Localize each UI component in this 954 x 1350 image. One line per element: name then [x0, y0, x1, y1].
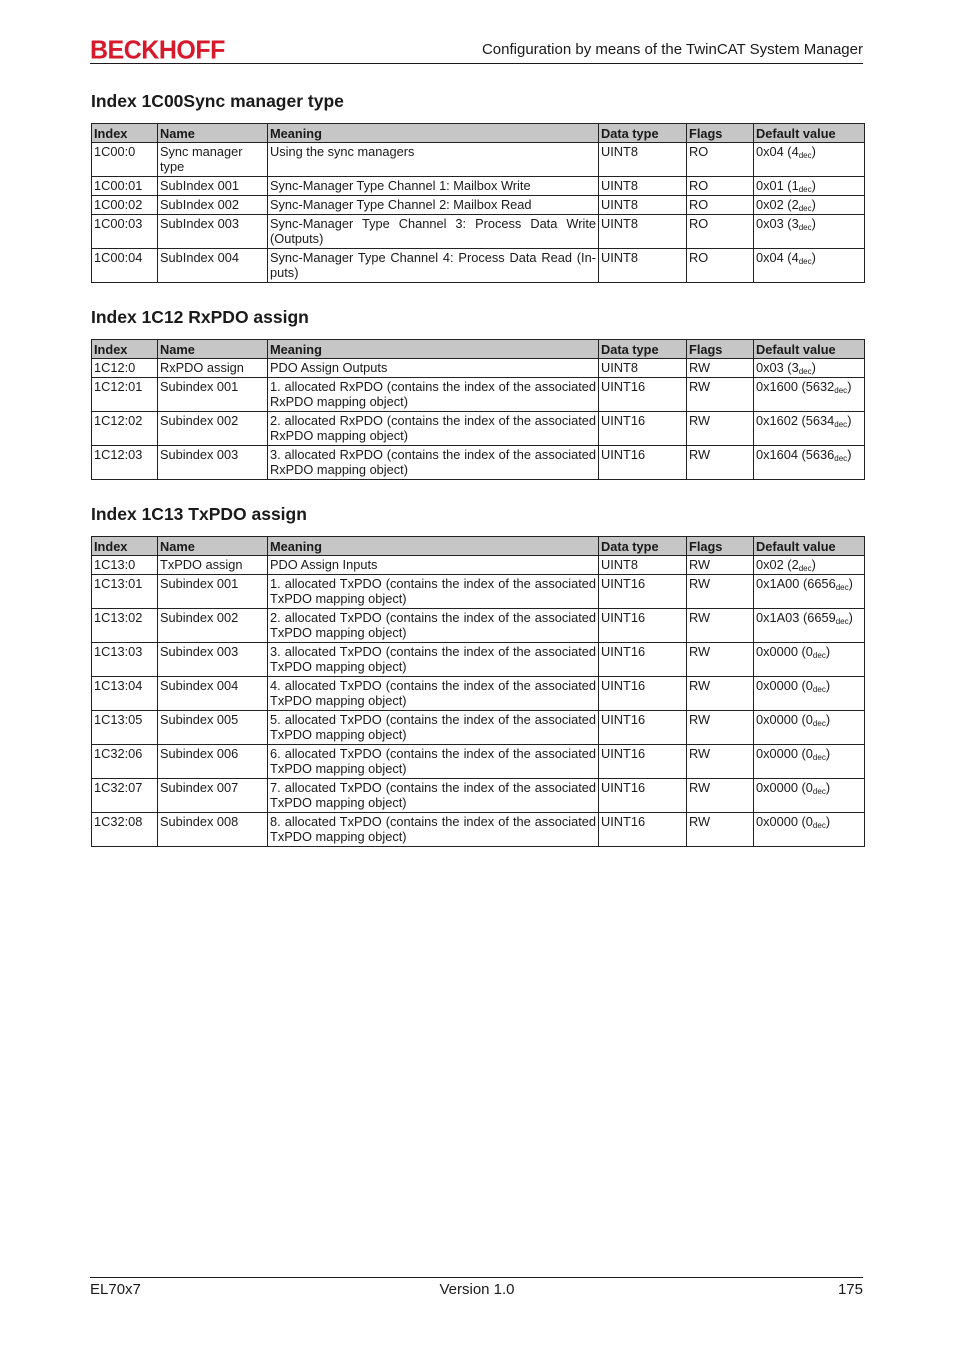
column-header: Flags: [687, 124, 754, 143]
name-cell: Subindex 003: [158, 446, 268, 480]
table-row: [92, 556, 865, 575]
default-value-cell: [754, 215, 865, 249]
default-value: 0x0000 (0: [756, 746, 813, 761]
section-title: Index 1C00Sync manager type: [91, 91, 344, 111]
flags-cell: RO: [687, 215, 754, 249]
column-header: Data type: [599, 340, 687, 359]
closing-paren: ): [811, 144, 816, 159]
meaning-cell: Sync-Manager Type Channel 4: Process Data Read (In-puts): [268, 249, 599, 283]
header-divider: [90, 63, 863, 64]
data-type-cell: UINT8: [599, 196, 687, 215]
decimal-subscript: dec: [835, 617, 849, 626]
closing-paren: ): [811, 557, 816, 572]
name-cell: Subindex 001: [158, 575, 268, 609]
flags-cell: RW: [687, 813, 754, 847]
flags-cell: RW: [687, 643, 754, 677]
name-cell: Subindex 007: [158, 779, 268, 813]
index-cell: 1C32:07: [92, 779, 158, 813]
data-type-cell: UINT8: [599, 177, 687, 196]
default-value: 0x03 (3: [756, 216, 799, 231]
meaning-cell: Using the sync managers: [268, 143, 599, 177]
table-row: [92, 177, 865, 196]
index-cell: 1C00:03: [92, 215, 158, 249]
column-header: Meaning: [268, 537, 599, 556]
index-cell: 1C00:0: [92, 143, 158, 177]
object-table: [91, 123, 865, 283]
footer-page-number: 175: [837, 1281, 863, 1298]
table-header: [92, 124, 865, 143]
name-cell: RxPDO assign: [158, 359, 268, 378]
table-row: [92, 215, 865, 249]
closing-paren: ): [811, 216, 816, 231]
default-value: 0x04 (4: [756, 250, 799, 265]
closing-paren: ): [847, 413, 852, 428]
meaning-cell: Sync-Manager Type Channel 3: Process Data Write (Outputs): [268, 215, 599, 249]
default-value-cell: [754, 556, 865, 575]
data-type-cell: UINT8: [599, 215, 687, 249]
table-row: [92, 378, 865, 412]
name-cell: SubIndex 002: [158, 196, 268, 215]
table-row: [92, 745, 865, 779]
index-cell: 1C12:02: [92, 412, 158, 446]
default-value-cell: [754, 745, 865, 779]
decimal-subscript: dec: [798, 185, 812, 194]
closing-paren: ): [847, 447, 852, 462]
flags-cell: RW: [687, 677, 754, 711]
table-row: [92, 359, 865, 378]
closing-paren: ): [825, 746, 831, 761]
name-cell: SubIndex 004: [158, 249, 268, 283]
decimal-subscript: dec: [798, 151, 812, 160]
decimal-subscript: dec: [812, 787, 826, 796]
name-cell: Subindex 006: [158, 745, 268, 779]
decimal-subscript: dec: [812, 719, 826, 728]
table-header: [92, 537, 865, 556]
table-row: [92, 779, 865, 813]
meaning-cell: 3. allocated TxPDO (contains the index of the associated TxPDO mapping object): [268, 643, 599, 677]
closing-paren: ): [811, 250, 816, 265]
closing-paren: ): [811, 178, 816, 193]
meaning-cell: 3. allocated RxPDO (contains the index of the associated RxPDO mapping object): [268, 446, 599, 480]
column-header: Meaning: [268, 340, 599, 359]
name-cell: SubIndex 001: [158, 177, 268, 196]
flags-cell: RW: [687, 745, 754, 779]
default-value: 0x1A00 (6656: [756, 576, 836, 591]
closing-paren: ): [825, 678, 831, 693]
default-value-cell: [754, 196, 865, 215]
flags-cell: RO: [687, 177, 754, 196]
header-row: [92, 340, 865, 359]
data-type-cell: UINT16: [599, 609, 687, 643]
beckhoff-logo: BECKHOFF: [90, 35, 225, 65]
default-value: 0x01 (1: [756, 178, 799, 193]
column-header: Default value: [754, 124, 865, 143]
meaning-cell: 1. allocated RxPDO (contains the index of the associated RxPDO mapping object): [268, 378, 599, 412]
default-value-cell: [754, 378, 865, 412]
default-value: 0x03 (3: [756, 360, 799, 375]
name-cell: Subindex 002: [158, 412, 268, 446]
name-cell: Subindex 001: [158, 378, 268, 412]
column-header: Default value: [754, 340, 865, 359]
default-value: 0x0000 (0: [756, 780, 813, 795]
data-type-cell: UINT16: [599, 643, 687, 677]
decimal-subscript: dec: [798, 257, 812, 266]
flags-cell: RW: [687, 446, 754, 480]
data-type-cell: UINT16: [599, 779, 687, 813]
name-cell: SubIndex 003: [158, 215, 268, 249]
column-header: Default value: [754, 537, 865, 556]
meaning-cell: 4. allocated TxPDO (contains the index of the associated TxPDO mapping object): [268, 677, 599, 711]
default-value-cell: [754, 609, 865, 643]
data-type-cell: UINT8: [599, 249, 687, 283]
table-body: [92, 556, 865, 847]
header-row: [92, 124, 865, 143]
column-header: Data type: [599, 124, 687, 143]
data-type-cell: UINT8: [599, 556, 687, 575]
index-cell: 1C12:0: [92, 359, 158, 378]
meaning-cell: 2. allocated TxPDO (contains the index of the associated TxPDO mapping object): [268, 609, 599, 643]
footer-product: EL70x7: [90, 1281, 141, 1298]
section-1c13: [91, 504, 864, 847]
default-value-cell: [754, 143, 865, 177]
index-cell: 1C12:01: [92, 378, 158, 412]
table-row: [92, 609, 865, 643]
closing-paren: ): [811, 360, 816, 375]
data-type-cell: UINT16: [599, 711, 687, 745]
column-header: Index: [92, 124, 158, 143]
data-type-cell: UINT8: [599, 143, 687, 177]
index-cell: 1C13:0: [92, 556, 158, 575]
index-cell: 1C00:01: [92, 177, 158, 196]
closing-paren: ): [847, 379, 852, 394]
footer-version: Version 1.0: [439, 1281, 515, 1298]
flags-cell: RW: [687, 359, 754, 378]
decimal-subscript: dec: [798, 564, 812, 573]
closing-paren: ): [848, 610, 853, 625]
default-value-cell: [754, 643, 865, 677]
index-cell: 1C00:02: [92, 196, 158, 215]
meaning-cell: Sync-Manager Type Channel 1: Mailbox Write: [268, 177, 599, 196]
default-value: 0x1600 (5632: [756, 379, 835, 394]
flags-cell: RW: [687, 779, 754, 813]
default-value-cell: [754, 779, 865, 813]
decimal-subscript: dec: [798, 204, 812, 213]
meaning-cell: PDO Assign Inputs: [268, 556, 599, 575]
header-row: [92, 537, 865, 556]
data-type-cell: UINT16: [599, 412, 687, 446]
column-header: Index: [92, 537, 158, 556]
default-value: 0x1602 (5634: [756, 413, 835, 428]
data-type-cell: UINT8: [599, 359, 687, 378]
table-row: [92, 196, 865, 215]
column-header: Flags: [687, 537, 754, 556]
column-header: Name: [158, 124, 268, 143]
default-value: 0x04 (4: [756, 144, 799, 159]
meaning-cell: 1. allocated TxPDO (contains the index of the associated TxPDO mapping object): [268, 575, 599, 609]
closing-paren: ): [825, 780, 831, 795]
data-type-cell: UINT16: [599, 378, 687, 412]
table-body: [92, 143, 865, 283]
section-title: Index 1C12 RxPDO assign: [91, 307, 309, 327]
flags-cell: RW: [687, 412, 754, 446]
index-cell: 1C13:03: [92, 643, 158, 677]
name-cell: Subindex 008: [158, 813, 268, 847]
decimal-subscript: dec: [798, 223, 812, 232]
closing-paren: ): [825, 712, 831, 727]
closing-paren: ): [848, 576, 853, 591]
meaning-cell: 2. allocated RxPDO (contains the index of the associated RxPDO mapping object): [268, 412, 599, 446]
data-type-cell: UINT16: [599, 575, 687, 609]
decimal-subscript: dec: [834, 420, 848, 429]
column-header: Flags: [687, 340, 754, 359]
name-cell: Subindex 003: [158, 643, 268, 677]
decimal-subscript: dec: [835, 583, 849, 592]
data-type-cell: UINT16: [599, 813, 687, 847]
data-type-cell: UINT16: [599, 446, 687, 480]
column-header: Meaning: [268, 124, 599, 143]
header-title: Configuration by means of the TwinCAT System Manager: [481, 41, 863, 58]
default-value-cell: [754, 446, 865, 480]
default-value-cell: [754, 249, 865, 283]
table-row: [92, 575, 865, 609]
default-value: 0x0000 (0: [756, 678, 813, 693]
column-header: Data type: [599, 537, 687, 556]
table-row: [92, 249, 865, 283]
index-cell: 1C13:01: [92, 575, 158, 609]
default-value: 0x1A03 (6659: [756, 610, 836, 625]
default-value-cell: [754, 677, 865, 711]
section-1c00: [91, 91, 864, 283]
index-cell: 1C13:04: [92, 677, 158, 711]
table-row: [92, 446, 865, 480]
flags-cell: RW: [687, 556, 754, 575]
closing-paren: ): [825, 814, 831, 829]
default-value-cell: [754, 813, 865, 847]
closing-paren: ): [811, 197, 816, 212]
default-value-cell: [754, 711, 865, 745]
data-type-cell: UINT16: [599, 677, 687, 711]
decimal-subscript: dec: [798, 367, 812, 376]
column-header: Name: [158, 537, 268, 556]
index-cell: 1C13:02: [92, 609, 158, 643]
name-cell: Subindex 002: [158, 609, 268, 643]
section-1c12: [91, 307, 864, 480]
name-cell: Subindex 005: [158, 711, 268, 745]
default-value-cell: [754, 359, 865, 378]
decimal-subscript: dec: [812, 753, 826, 762]
default-value: 0x0000 (0: [756, 712, 813, 727]
decimal-subscript: dec: [812, 821, 826, 830]
default-value-cell: [754, 412, 865, 446]
name-cell: Sync manager type: [158, 143, 268, 177]
flags-cell: RW: [687, 378, 754, 412]
meaning-cell: 8. allocated TxPDO (contains the index of the associated TxPDO mapping object): [268, 813, 599, 847]
default-value-cell: [754, 575, 865, 609]
flags-cell: RO: [687, 196, 754, 215]
object-table: [91, 339, 865, 480]
flags-cell: RW: [687, 609, 754, 643]
flags-cell: RO: [687, 143, 754, 177]
table-row: [92, 143, 865, 177]
table-row: [92, 677, 865, 711]
index-cell: 1C12:03: [92, 446, 158, 480]
default-value-cell: [754, 177, 865, 196]
default-value: 0x02 (2: [756, 197, 799, 212]
object-table: [91, 536, 865, 847]
index-cell: 1C32:06: [92, 745, 158, 779]
table-row: [92, 643, 865, 677]
table-row: [92, 813, 865, 847]
decimal-subscript: dec: [812, 685, 826, 694]
data-type-cell: UINT16: [599, 745, 687, 779]
section-title: Index 1C13 TxPDO assign: [91, 504, 307, 524]
meaning-cell: 6. allocated TxPDO (contains the index of the associated TxPDO mapping object): [268, 745, 599, 779]
name-cell: TxPDO assign: [158, 556, 268, 575]
decimal-subscript: dec: [812, 651, 826, 660]
default-value: 0x0000 (0: [756, 814, 813, 829]
table-row: [92, 711, 865, 745]
default-value: 0x1604 (5636: [756, 447, 835, 462]
index-cell: 1C00:04: [92, 249, 158, 283]
closing-paren: ): [825, 644, 831, 659]
meaning-cell: Sync-Manager Type Channel 2: Mailbox Read: [268, 196, 599, 215]
index-cell: 1C13:05: [92, 711, 158, 745]
meaning-cell: 5. allocated TxPDO (contains the index of the associated TxPDO mapping object): [268, 711, 599, 745]
column-header: Index: [92, 340, 158, 359]
flags-cell: RW: [687, 575, 754, 609]
footer-divider: [90, 1277, 863, 1278]
decimal-subscript: dec: [834, 454, 848, 463]
flags-cell: RO: [687, 249, 754, 283]
index-cell: 1C32:08: [92, 813, 158, 847]
meaning-cell: PDO Assign Outputs: [268, 359, 599, 378]
table-header: [92, 340, 865, 359]
column-header: Name: [158, 340, 268, 359]
table-body: [92, 359, 865, 480]
table-row: [92, 412, 865, 446]
default-value: 0x0000 (0: [756, 644, 813, 659]
decimal-subscript: dec: [834, 386, 848, 395]
meaning-cell: 7. allocated TxPDO (contains the index of the associated TxPDO mapping object): [268, 779, 599, 813]
name-cell: Subindex 004: [158, 677, 268, 711]
flags-cell: RW: [687, 711, 754, 745]
default-value: 0x02 (2: [756, 557, 799, 572]
